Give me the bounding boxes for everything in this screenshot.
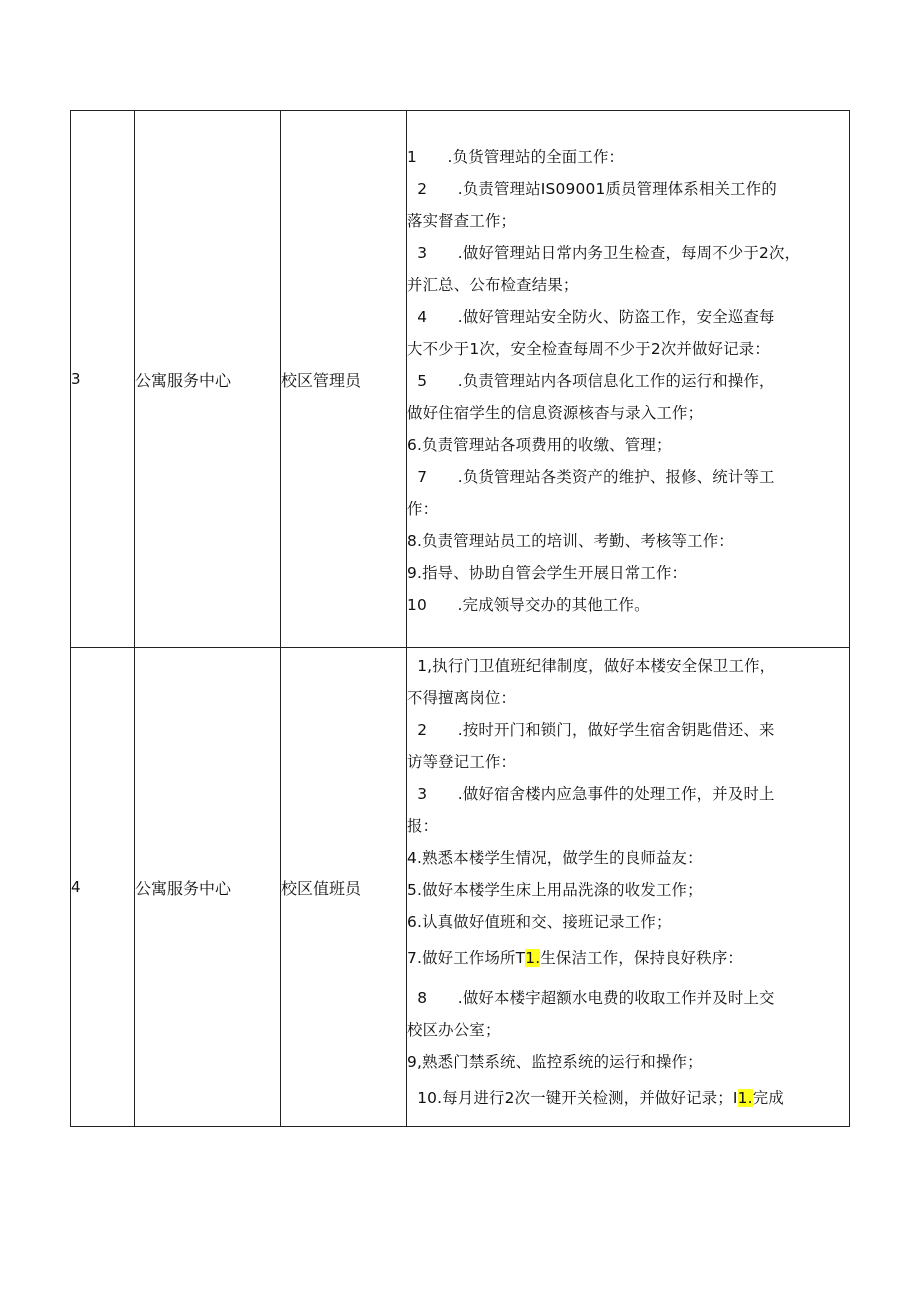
duty-line: 8 .做好本楼宇超额水电费的收取工作并及时上交 (407, 989, 775, 1007)
duty-line: 9,熟悉门禁系统、监控系统的运行和操作； (407, 1053, 703, 1071)
duty-line: 5.做好本楼学生床上用品洗涤的收发工作； (407, 881, 703, 899)
duty-line: 报： (407, 817, 439, 835)
duty-line: 4 .做好管理站安全防火、防盗工作，安全巡查每 (407, 308, 775, 326)
table-row (71, 111, 850, 648)
duty-line: 访等登记工作： (407, 753, 517, 771)
duty-line: 3 .做好宿舍楼内应急事件的处理工作，并及时上 (407, 785, 775, 803)
duty-line: 9.指导、协助自管会学生开展日常工作： (407, 564, 688, 582)
duty-line: 5 .负责管理站内各项信息化工作的运行和操作， (407, 372, 775, 390)
duty-line (407, 938, 849, 978)
duty-line: 6.负责管理站各项费用的收缴、管理； (407, 436, 672, 454)
duty-text: 生保洁工作，保持良好秩序： (540, 949, 744, 967)
duty-line: 不得擅离岗位： (407, 689, 517, 707)
role-cell: 校区值班员 (281, 648, 407, 1127)
duty-line: 作： (407, 500, 439, 518)
duty-line: 做好住宿学生的信息资源核杳与录入工作； (407, 404, 704, 422)
duty-line: 8.负责管理站员工的培训、考勤、考核等工作： (407, 532, 734, 550)
duty-line: 1,执行门卫值班纪律制度，做好本楼安全保卫工作， (407, 657, 776, 675)
highlighted-text: 1. (737, 1089, 753, 1107)
duty-line: 2 .负责管理站IS09001质员管理体系相关工作的 (407, 180, 777, 198)
duty-table (70, 110, 850, 1127)
duty-text: 7.做好工作场所T (407, 949, 526, 967)
duty-line: 落实督查工作； (407, 212, 517, 230)
duty-line (407, 1078, 849, 1118)
duty-text: 10.每月进行2次一键开关检测，并做好记录；I (407, 1089, 738, 1107)
duty-line: 1 .负货管理站的全面工作： (407, 148, 625, 166)
duty-line: 校区办公室； (407, 1021, 501, 1039)
duties-cell (407, 648, 850, 1127)
duties-cell (407, 111, 850, 648)
department-cell: 公寓服务中心 (135, 648, 281, 1127)
duty-line: 6.认真做好值班和交、接班记录工作； (407, 913, 672, 931)
duty-line: 4.熟悉本楼学生情况，做学生的良师益友： (407, 849, 703, 867)
duty-text: 完成 (752, 1089, 784, 1107)
duty-line: 大不少于1次，安全检查每周不少于2次并做好记录： (407, 340, 770, 358)
duty-line: 3 .做好管理站日常内务卫生检查，每周不少于2次， (407, 244, 801, 262)
highlighted-text: 1. (525, 949, 541, 967)
role-cell: 校区管理员 (281, 111, 407, 648)
duty-list (407, 650, 849, 1118)
duty-list (407, 141, 849, 621)
row-number: 4 (71, 648, 135, 1127)
duty-line: 并汇总、公布检查结果； (407, 276, 579, 294)
duty-line: 2 .按时开门和锁门，做好学生宿舍钥匙借还、来 (407, 721, 775, 739)
table-row (71, 648, 850, 1127)
duty-line: 10 .完成领导交办的其他工作。 (407, 596, 650, 614)
row-number: 3 (71, 111, 135, 648)
duty-line: 7 .负货管理站各类资产的维护、报修、统计等工 (407, 468, 775, 486)
department-cell: 公寓服务中心 (135, 111, 281, 648)
